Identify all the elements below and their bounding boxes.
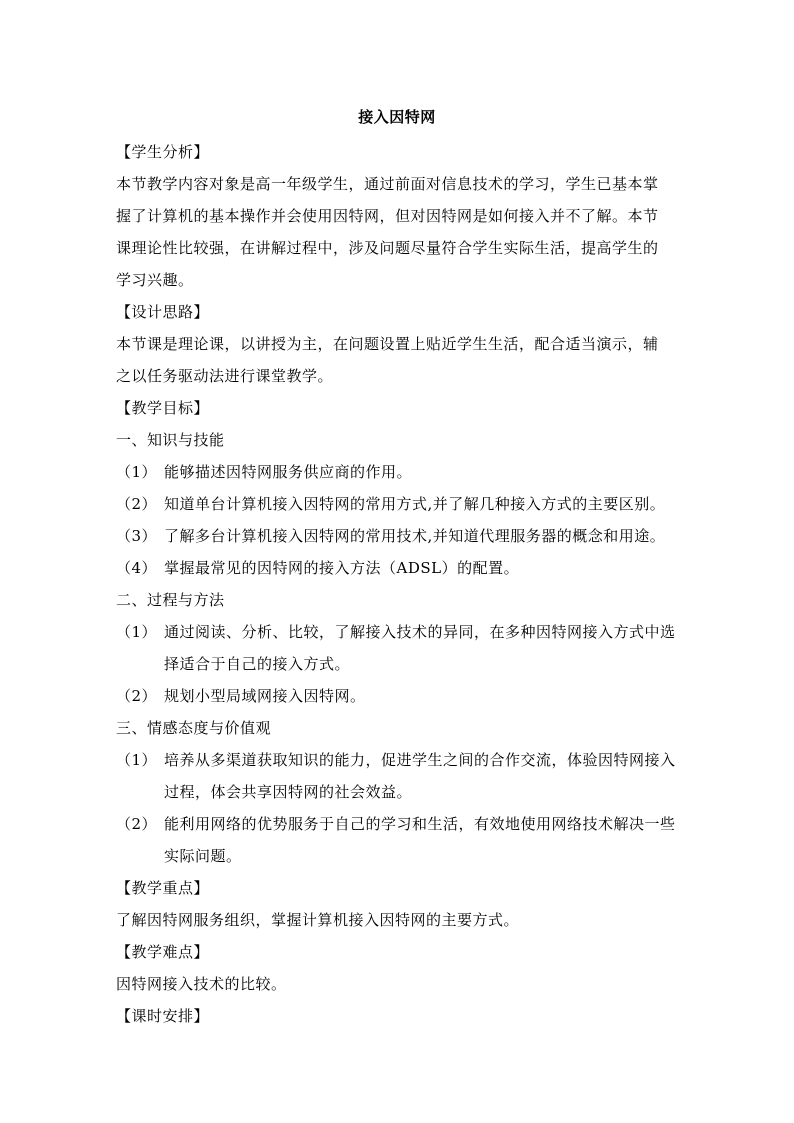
list-item xyxy=(116,488,678,520)
section-heading-design-ideas: 【设计思路】 xyxy=(116,303,210,321)
student-analysis-paragraph xyxy=(116,168,678,296)
list-item xyxy=(116,744,678,808)
list-item-text: 知道单台计算机接入因特网的常用方式,并了解几种接入方式的主要区别。 xyxy=(164,495,666,513)
list-item-text: 通过阅读、分析、比较，了解接入技术的异同，在多种因特网接入方式中选择适合于自己的接入方式。 xyxy=(164,623,676,673)
list-item xyxy=(116,680,678,712)
list-item-text: 了解多台计算机接入因特网的常用技术,并知道代理服务器的概念和用途。 xyxy=(164,527,666,545)
design-ideas-paragraph xyxy=(116,328,678,392)
document-title: 接入因特网 xyxy=(358,108,436,126)
goal-level-knowledge: 一、知识与技能 xyxy=(116,431,225,449)
paragraph-line: 学习兴趣。 xyxy=(116,271,194,289)
section-heading-difficulties: 【教学难点】 xyxy=(116,943,210,961)
list-item-number: （2） xyxy=(116,815,158,833)
list-item-number: （2） xyxy=(116,687,158,705)
goal-level-process: 二、过程与方法 xyxy=(116,591,225,609)
paragraph-line: 课理论性比较强，在讲解过程中，涉及问题尽量符合学生实际生活，提高学生的 xyxy=(116,239,659,257)
list-item-text: 能利用网络的优势服务于自己的学习和生活，有效地使用网络技术解决一些实际问题。 xyxy=(164,815,676,865)
list-item xyxy=(116,616,678,680)
section-heading-key-points: 【教学重点】 xyxy=(116,879,210,897)
list-item xyxy=(116,552,678,584)
goal-level-emotion: 三、情感态度与价值观 xyxy=(116,719,272,737)
list-item-number: （2） xyxy=(116,495,158,513)
paragraph-line: 之以任务驱动法进行课堂教学。 xyxy=(116,367,334,385)
list-item-number: （4） xyxy=(116,559,158,577)
list-item-number: （1） xyxy=(116,463,158,481)
list-item xyxy=(116,808,678,872)
paragraph-line: 本节教学内容对象是高一年级学生，通过前面对信息技术的学习，学生已基本掌 xyxy=(116,175,659,193)
section-heading-teaching-goals: 【教学目标】 xyxy=(116,399,210,417)
key-points-text: 了解因特网服务组织，掌握计算机接入因特网的主要方式。 xyxy=(116,911,520,929)
list-item-number: （1） xyxy=(116,623,158,641)
section-heading-student-analysis: 【学生分析】 xyxy=(116,143,210,161)
list-item xyxy=(116,456,678,488)
list-item-text: 规划小型局域网接入因特网。 xyxy=(164,687,366,705)
list-item-text: 培养从多渠道获取知识的能力，促进学生之间的合作交流，体验因特网接入过程，体会共享因特网的社会效益。 xyxy=(164,751,676,801)
list-item-text: 能够描述因特网服务供应商的作用。 xyxy=(164,463,413,481)
list-item-text: 掌握最常见的因特网的接入方法（ADSL）的配置。 xyxy=(164,559,520,577)
list-item xyxy=(116,520,678,552)
paragraph-line: 本节课是理论课，以讲授为主，在问题设置上贴近学生生活，配合适当演示，辅 xyxy=(116,335,659,353)
section-heading-schedule: 【课时安排】 xyxy=(116,1007,210,1025)
list-item-number: （3） xyxy=(116,527,158,545)
paragraph-line: 握了计算机的基本操作并会使用因特网，但对因特网是如何接入并不了解。本节 xyxy=(116,207,659,225)
list-item-number: （1） xyxy=(116,751,158,769)
difficulties-text: 因特网接入技术的比较。 xyxy=(116,975,287,993)
